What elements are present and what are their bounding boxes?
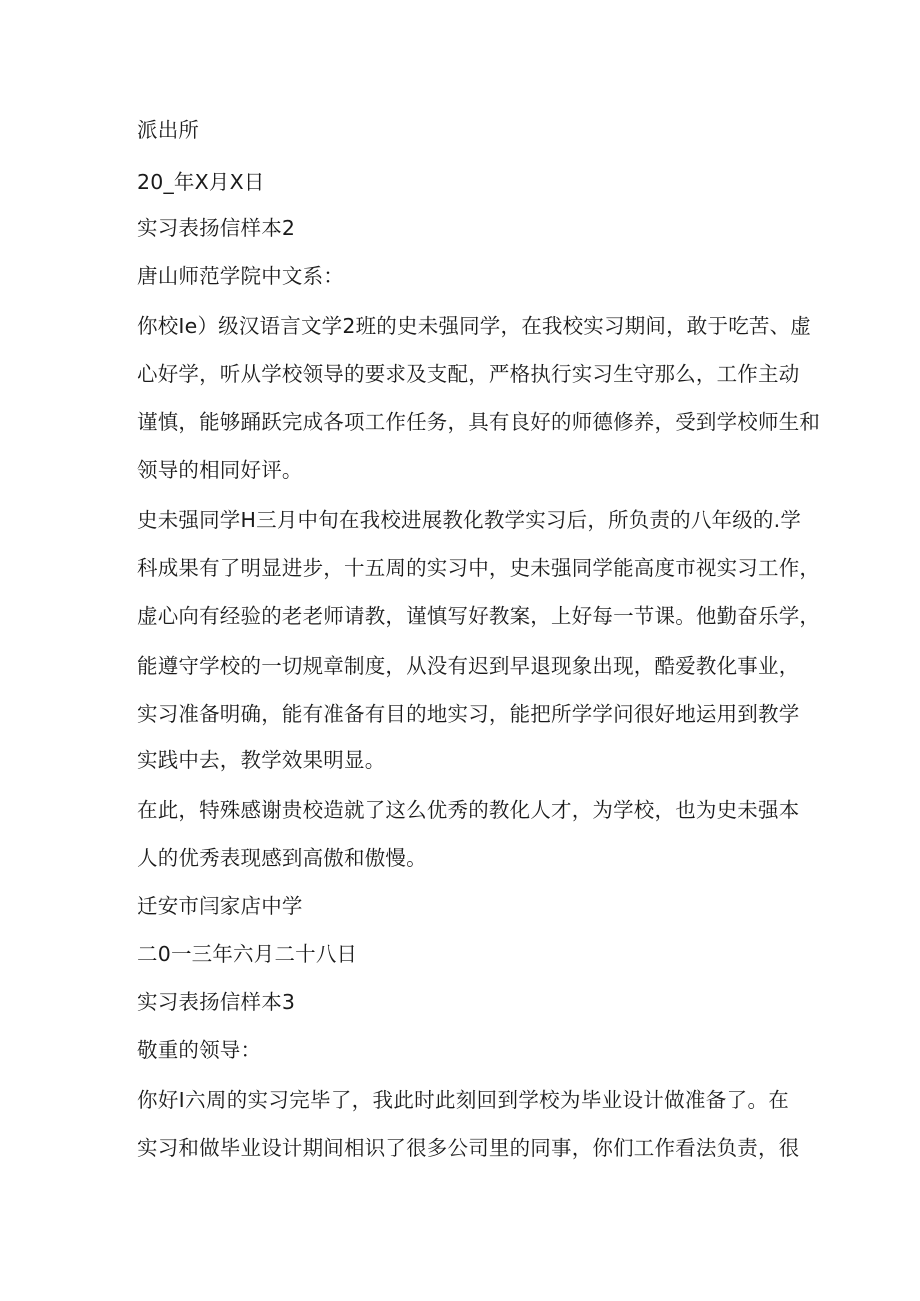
paragraph-line: 科成果有了明显进步，十五周的实习中，史未强同学能高度市视实习工作， <box>137 556 821 580</box>
paragraph-line: 心好学，听从学校领导的要求及支配，严格执行实习生守那么，工作主动 <box>137 362 800 386</box>
paragraph-line: 人的优秀表现感到高傲和傲慢。 <box>137 846 427 870</box>
paragraph-line: 能遵守学校的一切规章制度，从没有迟到早退现象出现，酷爱教化事业， <box>137 654 800 678</box>
paragraph-line: 虚心向有经验的老老师请教，谨慎写好教案，上好每一节课。他勤奋乐学， <box>137 604 821 628</box>
text-line-police-station: 派出所 <box>137 118 200 142</box>
text-line-signature-date: 二0一三年六月二十八日 <box>137 942 358 966</box>
paragraph-line: 谨慎，能够踊跃完成各项工作任务，具有良好的师德修养，受到学校师生和 <box>137 410 821 434</box>
paragraph-line: 史未强同学H三月中旬在我校进展教化教学实习后，所负责的八年级的.学 <box>137 508 802 532</box>
paragraph-line: 你校Ie）级汉语言文学2班的史未强同学，在我校实习期间，敢于吃苦、虚 <box>137 314 811 338</box>
paragraph-line: 实践中去，教学效果明显。 <box>137 748 386 772</box>
text-line-salutation: 敬重的领导： <box>137 1038 262 1062</box>
paragraph-line: 在此，特殊感谢贵校造就了这么优秀的教化人才，为学校，也为史未强本 <box>137 798 800 822</box>
section-heading-sample-3: 实习表扬信样本3 <box>137 990 296 1014</box>
text-line-date: 20_年X月X日 <box>137 170 265 194</box>
paragraph-line: 领导的相同好评。 <box>137 458 303 482</box>
text-line-signature-school: 迁安市闫家店中学 <box>137 894 303 918</box>
paragraph-line: 实习和做毕业设计期间相识了很多公司里的同事，你们工作看法负责，很 <box>137 1136 800 1160</box>
paragraph-line: 你好I六周的实习完毕了，我此时此刻回到学校为毕业设计做准备了。在 <box>137 1088 789 1112</box>
text-line-salutation: 唐山师范学院中文系： <box>137 264 344 288</box>
section-heading-sample-2: 实习表扬信样本2 <box>137 216 296 240</box>
paragraph-line: 实习准备明确，能有准备有目的地实习，能把所学学问很好地运用到教学 <box>137 702 800 726</box>
